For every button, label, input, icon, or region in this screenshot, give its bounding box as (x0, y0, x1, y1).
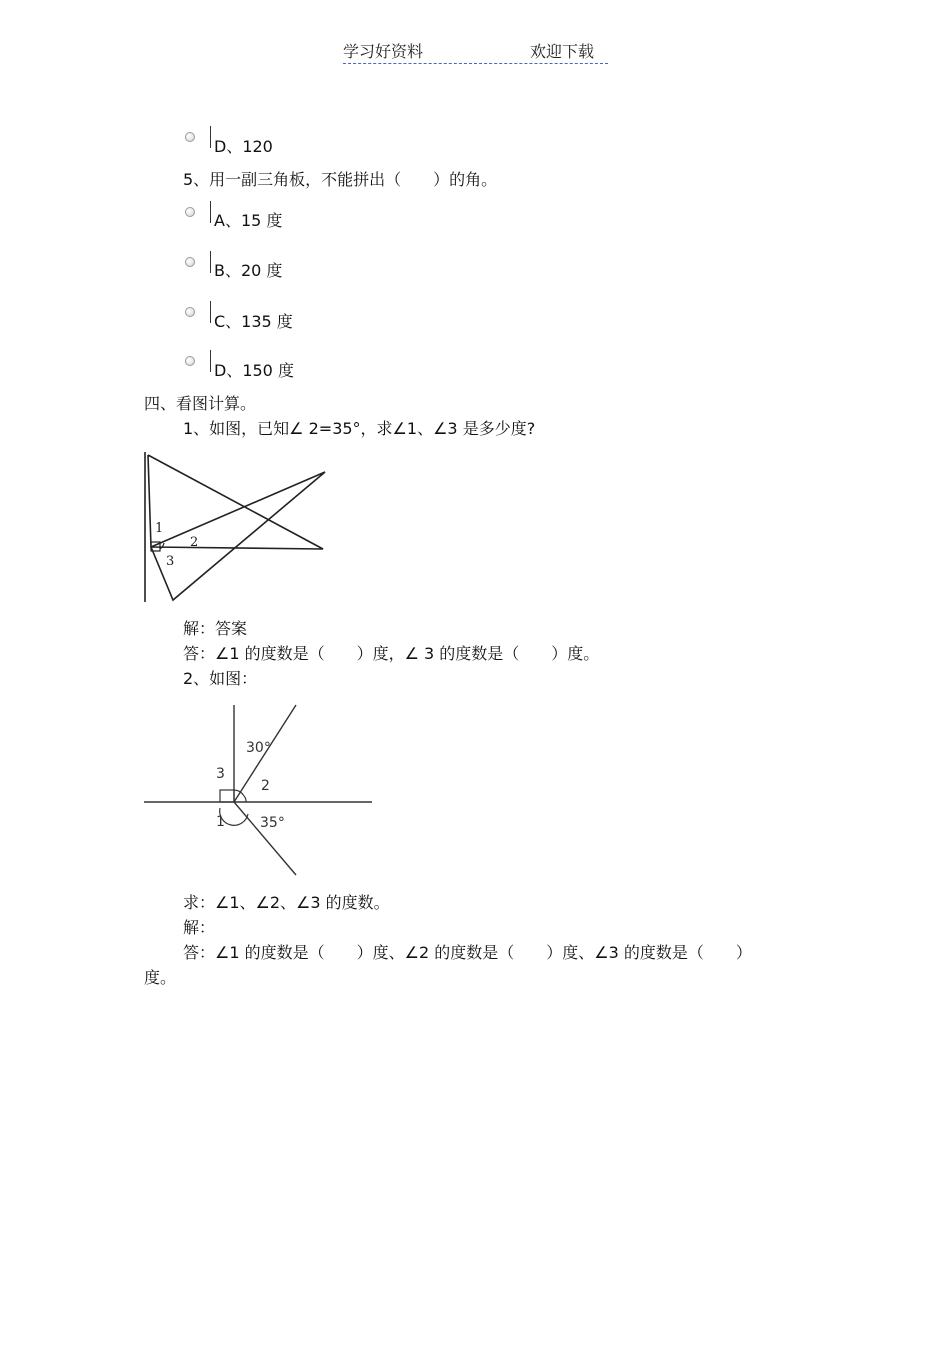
p1-answer: 答：∠1 的度数是（ ）度，∠ 3 的度数是（ ）度。 (183, 644, 600, 663)
header-left-text: 学习好资料 (343, 42, 424, 61)
header-dashed-underline (343, 63, 608, 64)
q5-option-d-label: D、150 度 (214, 361, 294, 380)
fig2-ray-lower (234, 802, 296, 875)
text-cursor (210, 350, 211, 372)
radio-q4-d[interactable] (185, 132, 195, 142)
radio-q5-a[interactable] (185, 207, 195, 217)
fig2-label-3: 3 (216, 766, 225, 782)
fig2-label-1: 1 (216, 814, 225, 830)
fig2-right-angle-mark (220, 790, 234, 802)
header-right-text: 欢迎下载 (530, 42, 595, 61)
fig1-angle-arc (160, 543, 164, 549)
radio-q5-b[interactable] (185, 257, 195, 267)
p2-answer-line2: 度。 (144, 968, 177, 987)
radio-q5-c[interactable] (185, 307, 195, 317)
text-cursor (210, 201, 211, 223)
fig2-label-2: 2 (261, 778, 270, 794)
q5-option-c-label: C、135 度 (214, 312, 293, 331)
fig2-label-35deg: 35° (260, 815, 285, 831)
figure-2-angles (140, 700, 380, 880)
fig2-label-30deg: 30° (246, 740, 271, 756)
p1-solution: 解：答案 (183, 619, 248, 638)
p2-solution: 解： (183, 918, 216, 937)
figure-1-triangles (140, 450, 340, 605)
text-cursor (210, 126, 211, 148)
fig1-label-2: 2 (190, 535, 199, 550)
p2-answer-line1: 答：∠1 的度数是（ ）度、∠2 的度数是（ ）度、∠3 的度数是（ ） (183, 943, 752, 962)
section4-title: 四、看图计算。 (144, 394, 257, 413)
radio-q5-d[interactable] (185, 356, 195, 366)
fig2-angle-arc-2b (244, 796, 246, 802)
p2-question: 2、如图： (183, 669, 258, 688)
q5-option-b-label: B、20 度 (214, 261, 283, 280)
text-cursor (210, 251, 211, 273)
q5-question: 5、用一副三角板，不能拼出（ ）的角。 (183, 170, 498, 189)
fig1-label-1: 1 (155, 521, 164, 536)
fig1-triangle-a (148, 455, 323, 549)
p1-question: 1、如图，已知∠ 2=35°，求∠1、∠3 是多少度? (183, 419, 536, 438)
q4-option-d-label: D、120 (214, 137, 273, 156)
text-cursor (210, 301, 211, 323)
q5-option-a-label: A、15 度 (214, 211, 283, 230)
fig1-label-3: 3 (166, 554, 175, 569)
p2-ask: 求：∠1、∠2、∠3 的度数。 (183, 893, 390, 912)
